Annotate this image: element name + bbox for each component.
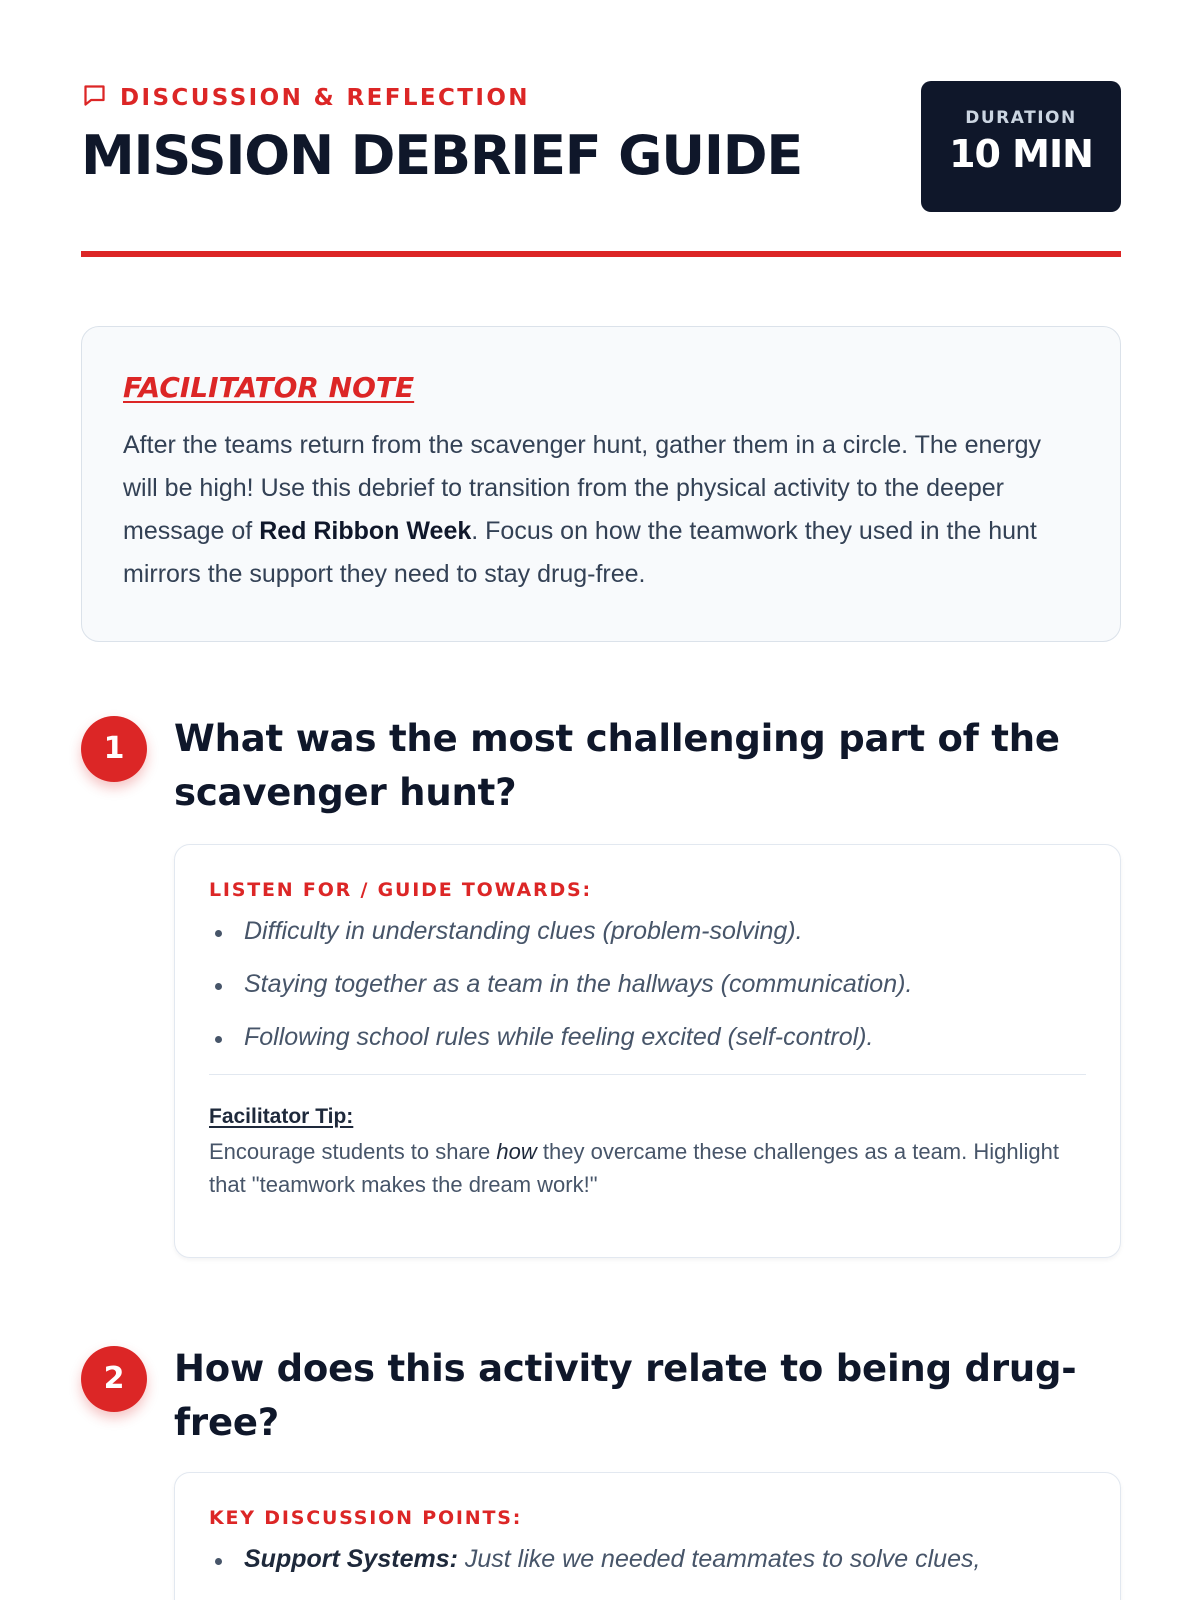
tip-body: [209, 1135, 1086, 1201]
discussion-card-label: KEY DISCUSSION POINTS:: [209, 1507, 523, 1529]
card-divider: [209, 1074, 1086, 1075]
eyebrow: [81, 82, 530, 114]
question-number-badge: 1: [81, 716, 147, 782]
page-header: [81, 0, 1121, 258]
discussion-points-list: [209, 1543, 1086, 1576]
facilitator-note-title: FACILITATOR NOTE: [123, 371, 415, 404]
eyebrow-text: DISCUSSION & REFLECTION: [120, 85, 530, 111]
point-heading: Support Systems:: [244, 1545, 458, 1573]
list-item: [209, 1543, 1086, 1576]
chat-bubble-icon: [81, 82, 108, 114]
tip-text: Encourage students to share: [209, 1139, 497, 1164]
question-title: How does this activity relate to being drug-free?: [174, 1347, 1077, 1444]
note-highlight: Red Ribbon Week: [259, 517, 472, 545]
duration-value: 10 MIN: [949, 132, 1093, 176]
facilitator-note: [81, 326, 1121, 642]
page-title: MISSION DEBRIEF GUIDE: [81, 124, 803, 187]
question-title: What was the most challenging part of the scavenger hunt?: [174, 717, 1060, 814]
list-item: Difficulty in understanding clues (problem-solving).: [209, 915, 1086, 948]
note-text-end: . Focus on how the teamwork they used in the hunt mirrors the support they need to stay drug-free.: [123, 517, 1037, 588]
point-text: Just like we needed teammates to solve clues,: [457, 1545, 981, 1573]
list-item: Staying together as a team in the hallways (communication).: [209, 968, 1086, 1001]
tip-text-end: they overcame these challenges as a team. Highlight that "teamwork makes the dream work!": [209, 1139, 1059, 1197]
debrief-page: [81, 0, 1121, 1573]
header-divider: [81, 251, 1121, 257]
note-text: After the teams return from the scavenger hunt, gather them in a circle. The energy will be high! Use this debrief to transition from the physical activity to the deeper message of: [123, 431, 1042, 545]
tip-emphasis: how: [496, 1139, 537, 1164]
tip-title: Facilitator Tip:: [209, 1105, 354, 1128]
facilitator-note-body: [123, 424, 1080, 596]
guide-card: [174, 844, 1121, 1258]
discussion-card: [174, 1472, 1121, 1600]
question-number-badge: 2: [81, 1346, 147, 1412]
duration-label: DURATION: [965, 108, 1077, 128]
guide-points-list: [209, 915, 1086, 1054]
duration-badge: [921, 81, 1121, 212]
list-item: Following school rules while feeling excited (self-control).: [209, 1021, 1086, 1054]
guide-card-label: LISTEN FOR / GUIDE TOWARDS:: [209, 879, 592, 901]
